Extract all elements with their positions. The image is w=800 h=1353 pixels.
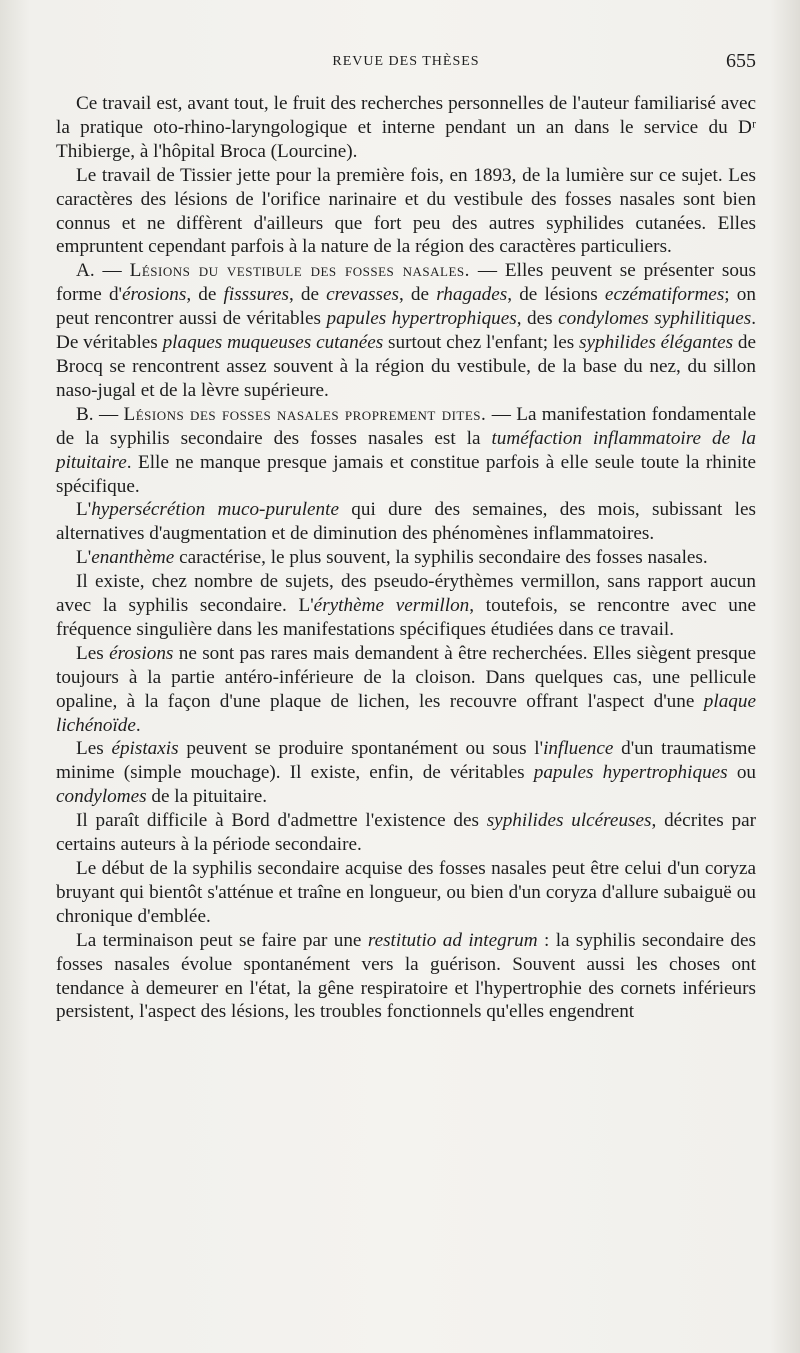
- paragraph: [56, 642, 756, 738]
- running-title: REVUE DES THÈSES: [332, 54, 480, 69]
- book-page: [56, 0, 756, 1353]
- text-run: .: [135, 714, 141, 736]
- text-run: : la syphilis secondaire des fosses nasales évolue spontanément vers la guérison. Souvent aussi les choses ont tendance à demeurer en l'état, la gêne respiratoire et l'hypertrophie des cornets inférieurs persistent, l'aspect des lésions, les troubles fonctionnels qu'elles engendrent: [56, 929, 756, 1023]
- paragraph: Le début de la syphilis secondaire acquise des fosses nasales peut être celui d'un coryza bruyant qui bientôt s'atténue et traîne en longueur, ou bien d'un coryza d'allure subaiguë ou chronique d'emblée.: [56, 858, 756, 927]
- text-run: Il existe, chez nombre de sujets, des pseudo-érythèmes vermillon, sans rapport aucun avec la syphilis secondaire. L': [56, 571, 756, 617]
- text-run: qui dure des semaines, des mois, subissant les alternatives d'augmentation et de diminution des phénomènes inflammatoires.: [56, 499, 756, 545]
- italic-term: crevasses: [326, 284, 399, 306]
- italic-term: érosions: [122, 284, 187, 306]
- text-run: , de lésions: [507, 284, 605, 306]
- italic-term: syphilides ulcéreuses: [486, 810, 652, 832]
- italic-term: érosions: [109, 642, 174, 664]
- italic-term: fisssures: [223, 284, 289, 306]
- italic-term: influence: [543, 738, 614, 760]
- text-run: de Brocq se rencontrent assez souvent à la région du vestibule, de la base du nez, du sillon naso-jugal et de la lèvre supérieure.: [56, 332, 756, 401]
- italic-term: papules hypertrophiques: [326, 308, 517, 330]
- italic-term: épistaxis: [111, 738, 179, 760]
- text-run: caractérise, le plus souvent, la syphilis secondaire des fosses nasales.: [174, 547, 708, 569]
- italic-term: restitutio ad integrum: [367, 929, 538, 951]
- text-run: , toutefois, se rencontre avec une fréquence singulière dans les manifestations spécifiques étudiées dans ce travail.: [56, 595, 756, 640]
- text-run: ou: [727, 762, 757, 784]
- text-run: peuvent se produire spontanément ou sous l': [178, 738, 544, 760]
- section-a-paragraph: [56, 259, 756, 402]
- text-run: ne sont pas rares mais demandent à être recherchées. Elles siègent presque toujours à la partie antéro-inférieure de la cloison. Dans quelques cas, une pellicule opaline, à la façon d'une plaque de lichen, les recouvre offrant l'aspect d'une: [56, 642, 756, 712]
- paragraph: [56, 498, 756, 546]
- text-run: , de: [186, 284, 224, 306]
- text-run: Il paraît difficile à Bord d'admettre l'existence des: [76, 810, 487, 832]
- italic-term: papules hypertrophiques: [533, 762, 728, 784]
- italic-term: condylomes: [56, 786, 147, 808]
- text-run: , décrites par certains auteurs à la période secondaire.: [56, 810, 756, 856]
- text-run: L': [76, 547, 92, 569]
- text-run: . De véritables: [56, 308, 757, 354]
- italic-term: érythème vermillon: [313, 595, 470, 617]
- italic-term: plaque lichénoïde: [56, 690, 756, 736]
- text-run: — La manifestation fondamentale de la syphilis secondaire des fosses nasales est la: [56, 403, 756, 449]
- text-run: , de: [398, 284, 437, 306]
- italic-term: rhagades: [436, 284, 508, 306]
- page-number: 655: [726, 50, 756, 72]
- paragraph: Ce travail est, avant tout, le fruit des recherches personnelles de l'auteur familiarisé avec la pratique oto-rhino-laryngologique et interne pendant un an dans le service du Dʳ Thibierge, à l'hôpital Broca (Lourcine).: [56, 93, 756, 162]
- text-run: . Elle ne manque presque jamais et constitue parfois à elle seule toute la rhinite spécifique.: [56, 451, 756, 497]
- text-run: Les: [76, 738, 112, 760]
- paragraph: [56, 809, 756, 857]
- text-run: — Elles peuvent se présenter sous forme d': [56, 260, 756, 306]
- text-run: , de: [288, 284, 327, 306]
- running-header: [56, 52, 756, 76]
- section-label: B. —: [76, 403, 124, 425]
- text-run: ; on peut rencontrer aussi de véritables: [56, 284, 756, 330]
- text-run: , des: [516, 308, 559, 330]
- paragraph: [56, 929, 756, 1025]
- italic-term: hypersécrétion muco-purulente: [91, 499, 339, 521]
- paragraph: [56, 737, 756, 809]
- section-heading: Lésions du vestibule des fosses nasales.: [129, 260, 470, 282]
- italic-term: plaques muqueuses cutanées: [162, 332, 384, 354]
- italic-term: syphilides élégantes: [579, 332, 734, 354]
- section-b-paragraph: [56, 403, 756, 499]
- text-run: surtout chez l'enfant; les: [383, 332, 580, 354]
- text-run: de la pituitaire.: [146, 786, 268, 808]
- text-run: L': [76, 499, 92, 521]
- section-label: A. —: [76, 260, 130, 282]
- text-run: La terminaison peut se faire par une: [76, 929, 368, 951]
- italic-term: condylomes syphilitiques: [558, 308, 752, 330]
- text-run: Les: [76, 642, 110, 664]
- italic-term: tuméfaction inflammatoire de la pituitaire: [56, 427, 757, 473]
- italic-term: enanthème: [91, 547, 175, 569]
- paragraph: [56, 546, 756, 570]
- italic-term: eczématiformes: [604, 284, 725, 306]
- section-heading: Lésions des fosses nasales proprement dites.: [123, 403, 487, 425]
- paragraph: Le travail de Tissier jette pour la première fois, en 1893, de la lumière sur ce sujet. Les caractères des lésions de l'orifice narinaire et du vestibule des fosses nasales sont bien connus et ne diffèrent d'ailleurs que fort peu des autres syphilides cutanées. Elles empruntent cependant parfois à la nature de la région des caractères particuliers.: [56, 164, 756, 258]
- text-run: d'un traumatisme minime (simple mouchage). Il existe, enfin, de véritables: [56, 738, 756, 784]
- body-text: [56, 92, 756, 1024]
- paragraph: [56, 570, 756, 642]
